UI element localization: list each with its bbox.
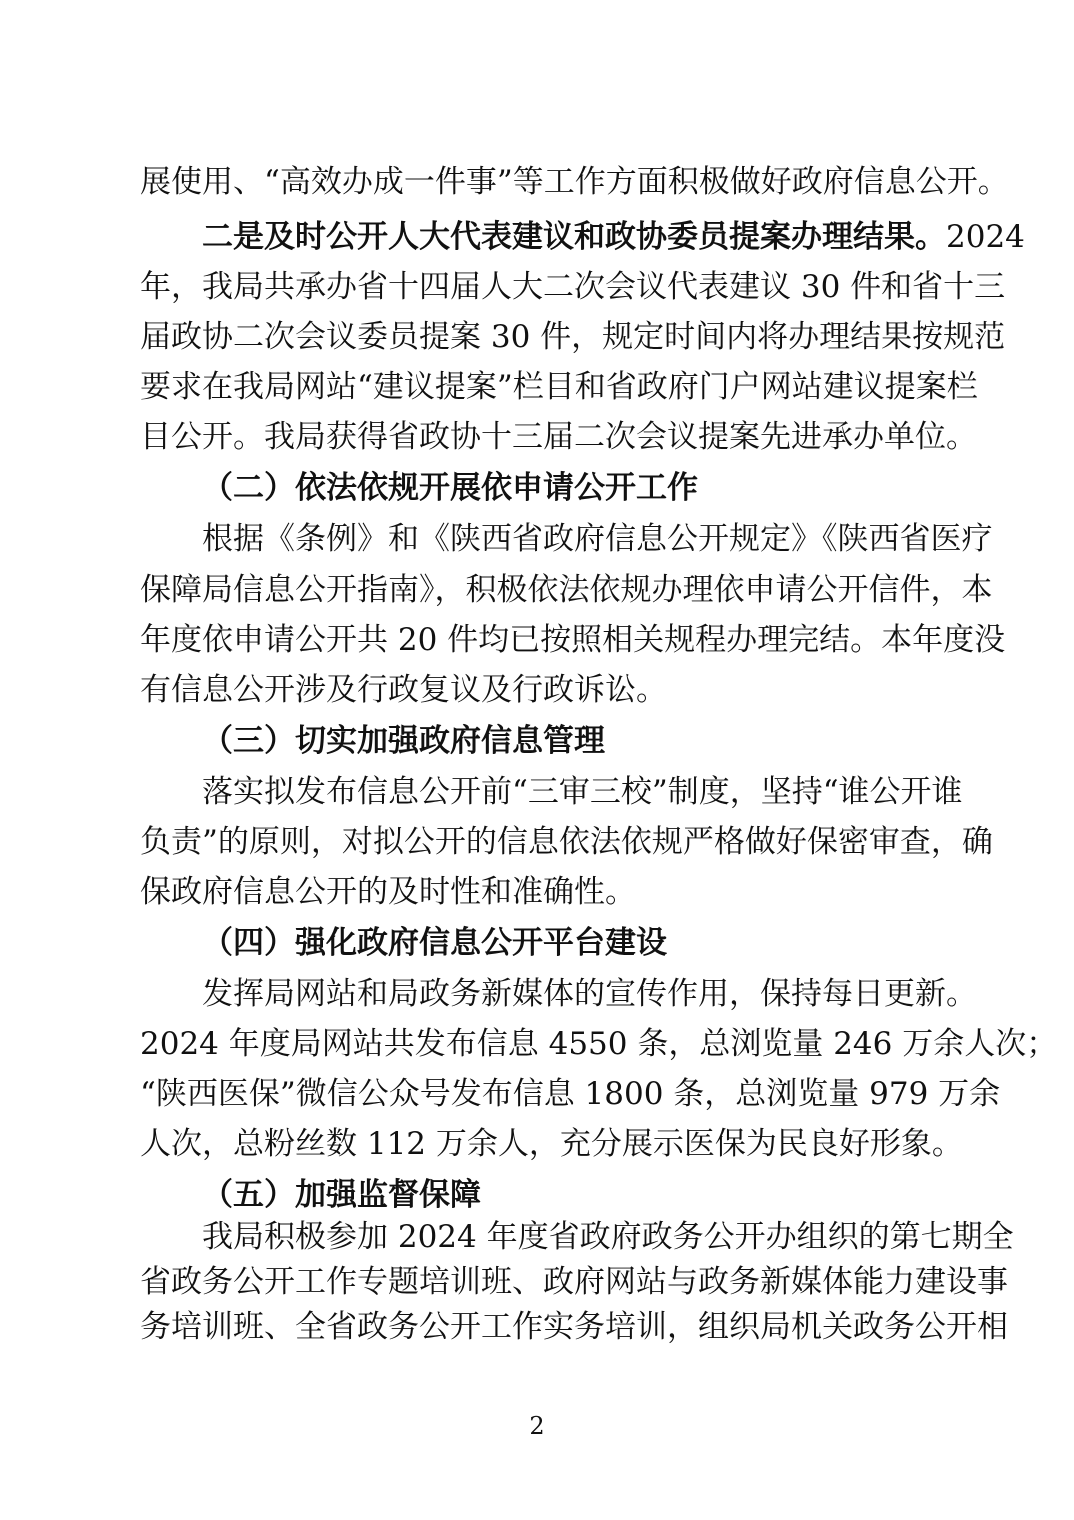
text-line: 届政协二次会议委员提案 30 件，规定时间内将办理结果按规范 <box>140 319 1006 355</box>
text-line: 我局积极参加 2024 年度省政府政务公开办组织的第七期全 <box>202 1219 1014 1255</box>
text-line: 2024 年度局网站共发布信息 4550 条，总浏览量 246 万余人次； <box>140 1026 1058 1062</box>
text-line: 保政府信息公开的及时性和准确性。 <box>140 874 636 910</box>
text-line: 落实拟发布信息公开前“三审三校”制度，坚持“谁公开谁 <box>202 774 963 810</box>
text-line: 展使用、“高效办成一件事”等工作方面积极做好政府信息公开。 <box>140 164 1009 200</box>
section-heading: （三）切实加强政府信息管理 <box>202 723 605 759</box>
text-line: 保障局信息公开指南》，积极依法依规办理依申请公开信件，本 <box>140 572 993 608</box>
text-line: 年度依申请公开共 20 件均已按照相关规程办理完结。本年度没 <box>140 622 1006 658</box>
section-heading: （五）加强监督保障 <box>202 1177 481 1213</box>
text-line: 发挥局网站和局政务新媒体的宣传作用，保持每日更新。 <box>202 976 977 1012</box>
text-line: 人次，总粉丝数 112 万余人，充分展示医保为民良好形象。 <box>140 1126 963 1162</box>
section-heading: （四）强化政府信息公开平台建设 <box>202 925 667 961</box>
bold-lead-sentence: 二是及时公开人大代表建议和政协委员提案办理结果。 <box>202 219 946 255</box>
text-line: 省政务公开工作专题培训班、政府网站与政务新媒体能力建设事 <box>140 1264 1008 1300</box>
page-number: 2 <box>529 1412 545 1440</box>
paragraph-heading-line <box>140 217 1025 257</box>
text-fragment: 2024 <box>946 219 1025 255</box>
text-line: 负责”的原则，对拟公开的信息依法依规严格做好保密审查，确 <box>140 824 993 860</box>
text-line: “陕西医保”微信公众号发布信息 1800 条，总浏览量 979 万余 <box>140 1076 1001 1112</box>
text-line: 根据《条例》和《陕西省政府信息公开规定》《陕西省医疗 <box>202 521 993 557</box>
text-line: 年，我局共承办省十四届人大二次会议代表建议 30 件和省十三 <box>140 269 1006 305</box>
text-line: 务培训班、全省政务公开工作实务培训，组织局机关政务公开相 <box>140 1309 1008 1345</box>
text-line: 目公开。我局获得省政协十三届二次会议提案先进承办单位。 <box>140 419 977 455</box>
text-line: 有信息公开涉及行政复议及行政诉讼。 <box>140 672 667 708</box>
section-heading: （二）依法依规开展依申请公开工作 <box>202 470 698 506</box>
text-line: 要求在我局网站“建议提案”栏目和省政府门户网站建议提案栏 <box>140 369 978 405</box>
